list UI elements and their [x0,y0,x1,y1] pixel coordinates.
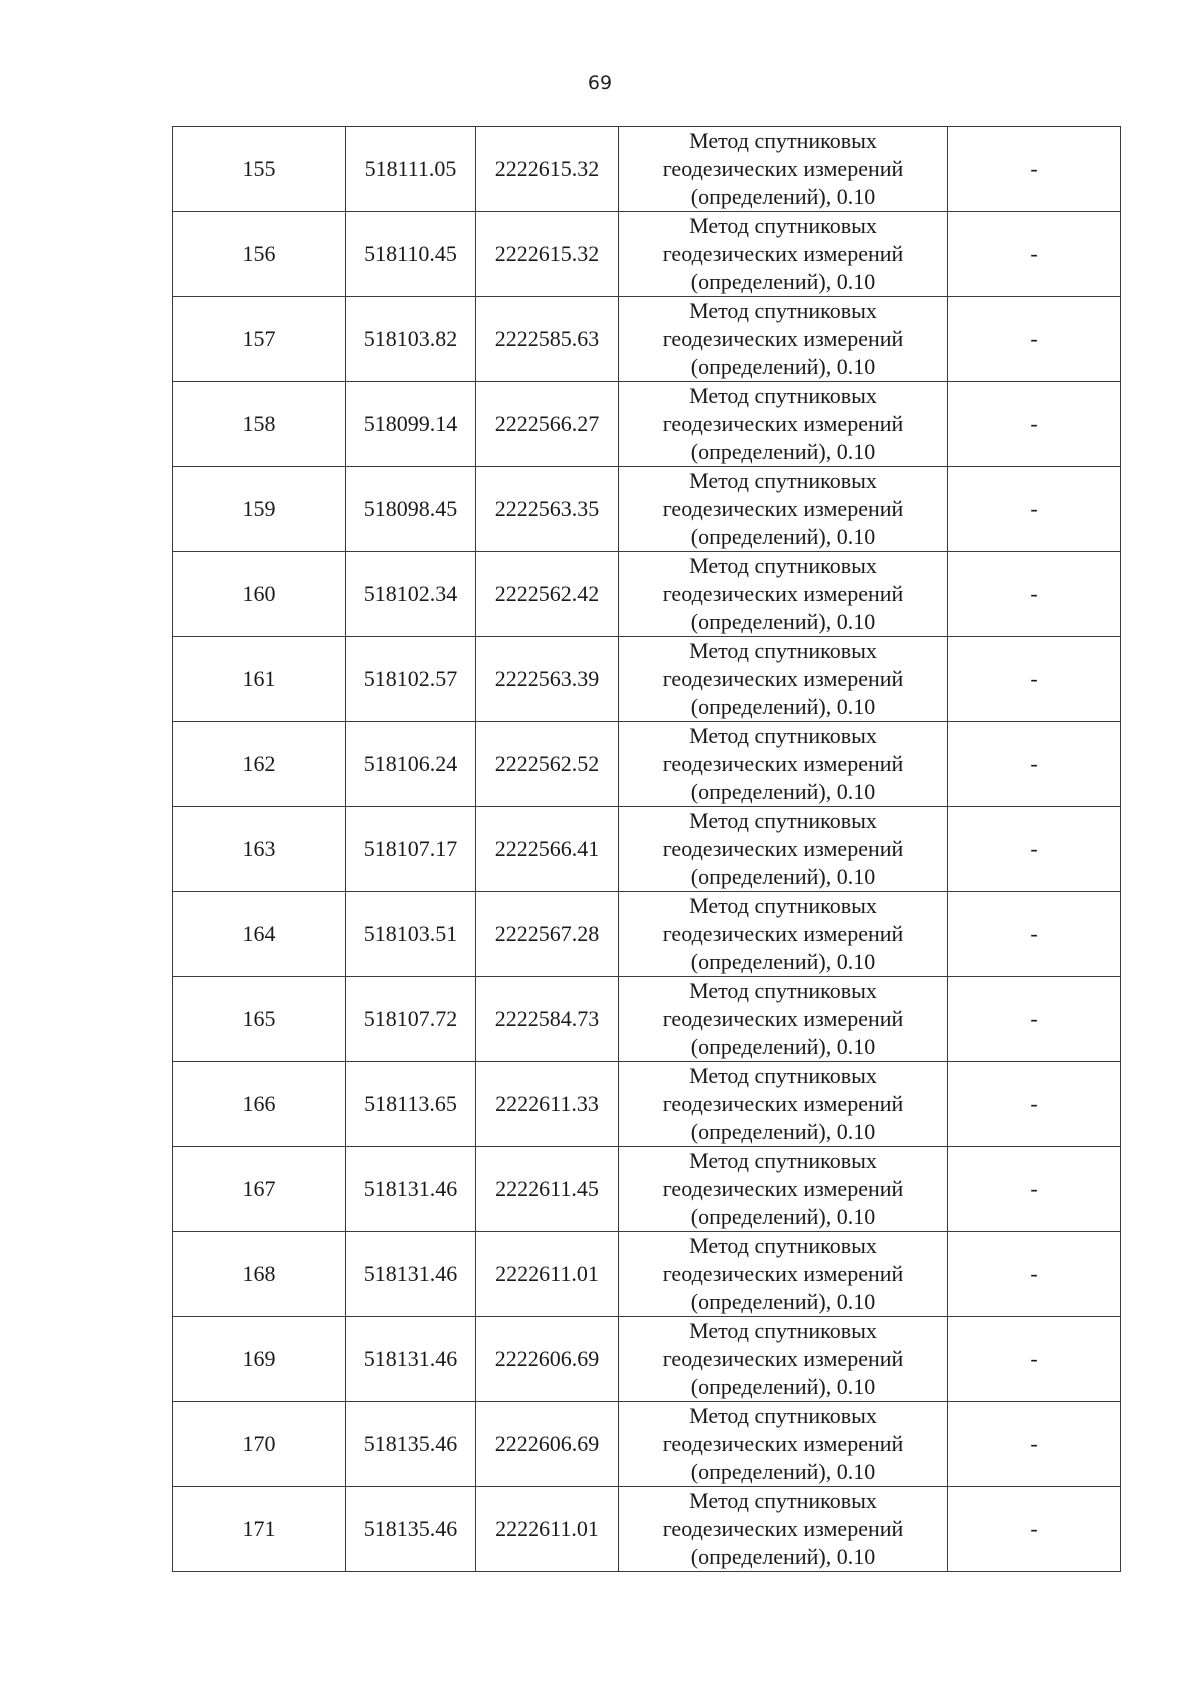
extra-cell: - [948,1147,1121,1232]
method-text-line: Метод спутниковых [689,638,877,663]
method-text-line: геодезических измерений [662,411,904,436]
table-row [173,212,1121,297]
method-text-line: (определений), 0.10 [690,269,876,294]
y-coordinate-cell: 2222615.32 [476,212,619,297]
y-coordinate-cell: 2222611.33 [476,1062,619,1147]
method-text-line: (определений), 0.10 [690,524,876,549]
point-number-cell: 171 [173,1487,346,1572]
y-coordinate-cell: 2222611.45 [476,1147,619,1232]
method-cell [619,1232,948,1317]
method-text-line: (определений), 0.10 [690,1119,876,1144]
method-text-line: Метод спутниковых [689,808,877,833]
method-cell [619,892,948,977]
method-text-line: геодезических измерений [662,496,904,521]
x-coordinate-cell: 518099.14 [346,382,476,467]
method-text-line: Метод спутниковых [689,893,877,918]
method-text-line: (определений), 0.10 [690,694,876,719]
method-cell [619,212,948,297]
y-coordinate-cell: 2222562.52 [476,722,619,807]
extra-cell: - [948,127,1121,212]
method-cell [619,1062,948,1147]
method-cell [619,1317,948,1402]
method-text-line: (определений), 0.10 [690,1034,876,1059]
point-number-cell: 164 [173,892,346,977]
method-cell [619,977,948,1062]
method-text-line: Метод спутниковых [689,723,877,748]
method-cell [619,722,948,807]
x-coordinate-cell: 518107.72 [346,977,476,1062]
x-coordinate-cell: 518106.24 [346,722,476,807]
method-text-line: (определений), 0.10 [690,184,876,209]
point-number-cell: 156 [173,212,346,297]
extra-cell: - [948,1317,1121,1402]
point-number-cell: 163 [173,807,346,892]
method-text-line: геодезических измерений [662,666,904,691]
coordinates-table [172,126,1121,1572]
method-text-line: геодезических измерений [662,1346,904,1371]
x-coordinate-cell: 518103.51 [346,892,476,977]
point-number-cell: 161 [173,637,346,722]
method-text-line: геодезических измерений [662,751,904,776]
method-cell [619,382,948,467]
method-text-line: Метод спутниковых [689,1148,877,1173]
table-row [173,1487,1121,1572]
y-coordinate-cell: 2222566.27 [476,382,619,467]
table-row [173,1147,1121,1232]
x-coordinate-cell: 518131.46 [346,1317,476,1402]
page-number: 69 [587,72,613,94]
method-text-line: (определений), 0.10 [690,1204,876,1229]
method-cell [619,297,948,382]
extra-cell: - [948,977,1121,1062]
method-text-line: (определений), 0.10 [690,1459,876,1484]
table-row [173,127,1121,212]
table-row [173,1232,1121,1317]
x-coordinate-cell: 518113.65 [346,1062,476,1147]
point-number-cell: 158 [173,382,346,467]
point-number-cell: 169 [173,1317,346,1402]
table-row [173,1402,1121,1487]
x-coordinate-cell: 518131.46 [346,1232,476,1317]
x-coordinate-cell: 518098.45 [346,467,476,552]
point-number-cell: 168 [173,1232,346,1317]
y-coordinate-cell: 2222567.28 [476,892,619,977]
y-coordinate-cell: 2222606.69 [476,1317,619,1402]
table-row [173,1062,1121,1147]
method-text-line: геодезических измерений [662,1516,904,1541]
method-text-line: Метод спутниковых [689,298,877,323]
extra-cell: - [948,467,1121,552]
extra-cell: - [948,722,1121,807]
point-number-cell: 165 [173,977,346,1062]
method-text-line: геодезических измерений [662,241,904,266]
point-number-cell: 159 [173,467,346,552]
extra-cell: - [948,807,1121,892]
method-text-line: геодезических измерений [662,326,904,351]
table-row [173,977,1121,1062]
x-coordinate-cell: 518131.46 [346,1147,476,1232]
table-row [173,807,1121,892]
method-text-line: геодезических измерений [662,1431,904,1456]
method-text-line: (определений), 0.10 [690,779,876,804]
y-coordinate-cell: 2222585.63 [476,297,619,382]
table-row [173,892,1121,977]
y-coordinate-cell: 2222611.01 [476,1232,619,1317]
y-coordinate-cell: 2222562.42 [476,552,619,637]
method-text-line: (определений), 0.10 [690,949,876,974]
x-coordinate-cell: 518110.45 [346,212,476,297]
coordinates-table-body [173,127,1121,1572]
x-coordinate-cell: 518103.82 [346,297,476,382]
method-text-line: геодезических измерений [662,921,904,946]
y-coordinate-cell: 2222606.69 [476,1402,619,1487]
method-text-line: Метод спутниковых [689,978,877,1003]
table-row [173,467,1121,552]
y-coordinate-cell: 2222584.73 [476,977,619,1062]
method-text-line: Метод спутниковых [689,1063,877,1088]
y-coordinate-cell: 2222611.01 [476,1487,619,1572]
table-row [173,1317,1121,1402]
y-coordinate-cell: 2222563.35 [476,467,619,552]
method-text-line: (определений), 0.10 [690,609,876,634]
x-coordinate-cell: 518111.05 [346,127,476,212]
extra-cell: - [948,212,1121,297]
table-row [173,552,1121,637]
extra-cell: - [948,552,1121,637]
point-number-cell: 157 [173,297,346,382]
method-cell [619,807,948,892]
y-coordinate-cell: 2222563.39 [476,637,619,722]
method-cell [619,127,948,212]
method-text-line: геодезических измерений [662,1091,904,1116]
method-cell [619,467,948,552]
method-text-line: Метод спутниковых [689,553,877,578]
y-coordinate-cell: 2222566.41 [476,807,619,892]
table-row [173,722,1121,807]
method-text-line: Метод спутниковых [689,128,877,153]
method-text-line: Метод спутниковых [689,1403,877,1428]
method-text-line: Метод спутниковых [689,383,877,408]
method-text-line: (определений), 0.10 [690,1374,876,1399]
method-cell [619,1402,948,1487]
method-text-line: (определений), 0.10 [690,1544,876,1569]
extra-cell: - [948,1487,1121,1572]
extra-cell: - [948,1232,1121,1317]
y-coordinate-cell: 2222615.32 [476,127,619,212]
method-text-line: геодезических измерений [662,836,904,861]
extra-cell: - [948,382,1121,467]
x-coordinate-cell: 518102.57 [346,637,476,722]
method-cell [619,637,948,722]
method-cell [619,1487,948,1572]
method-text-line: геодезических измерений [662,1176,904,1201]
table-row [173,382,1121,467]
method-text-line: Метод спутниковых [689,468,877,493]
extra-cell: - [948,892,1121,977]
extra-cell: - [948,297,1121,382]
x-coordinate-cell: 518102.34 [346,552,476,637]
x-coordinate-cell: 518135.46 [346,1487,476,1572]
extra-cell: - [948,1062,1121,1147]
method-text-line: (определений), 0.10 [690,864,876,889]
method-text-line: геодезических измерений [662,1006,904,1031]
table-row [173,297,1121,382]
extra-cell: - [948,637,1121,722]
x-coordinate-cell: 518135.46 [346,1402,476,1487]
method-text-line: (определений), 0.10 [690,354,876,379]
method-text-line: Метод спутниковых [689,1488,877,1513]
x-coordinate-cell: 518107.17 [346,807,476,892]
method-text-line: Метод спутниковых [689,213,877,238]
point-number-cell: 162 [173,722,346,807]
point-number-cell: 155 [173,127,346,212]
method-text-line: геодезических измерений [662,581,904,606]
method-text-line: Метод спутниковых [689,1233,877,1258]
method-text-line: геодезических измерений [662,156,904,181]
method-cell [619,552,948,637]
table-row [173,637,1121,722]
method-cell [619,1147,948,1232]
extra-cell: - [948,1402,1121,1487]
method-text-line: (определений), 0.10 [690,1289,876,1314]
method-text-line: (определений), 0.10 [690,439,876,464]
method-text-line: геодезических измерений [662,1261,904,1286]
point-number-cell: 166 [173,1062,346,1147]
method-text-line: Метод спутниковых [689,1318,877,1343]
point-number-cell: 167 [173,1147,346,1232]
point-number-cell: 170 [173,1402,346,1487]
point-number-cell: 160 [173,552,346,637]
